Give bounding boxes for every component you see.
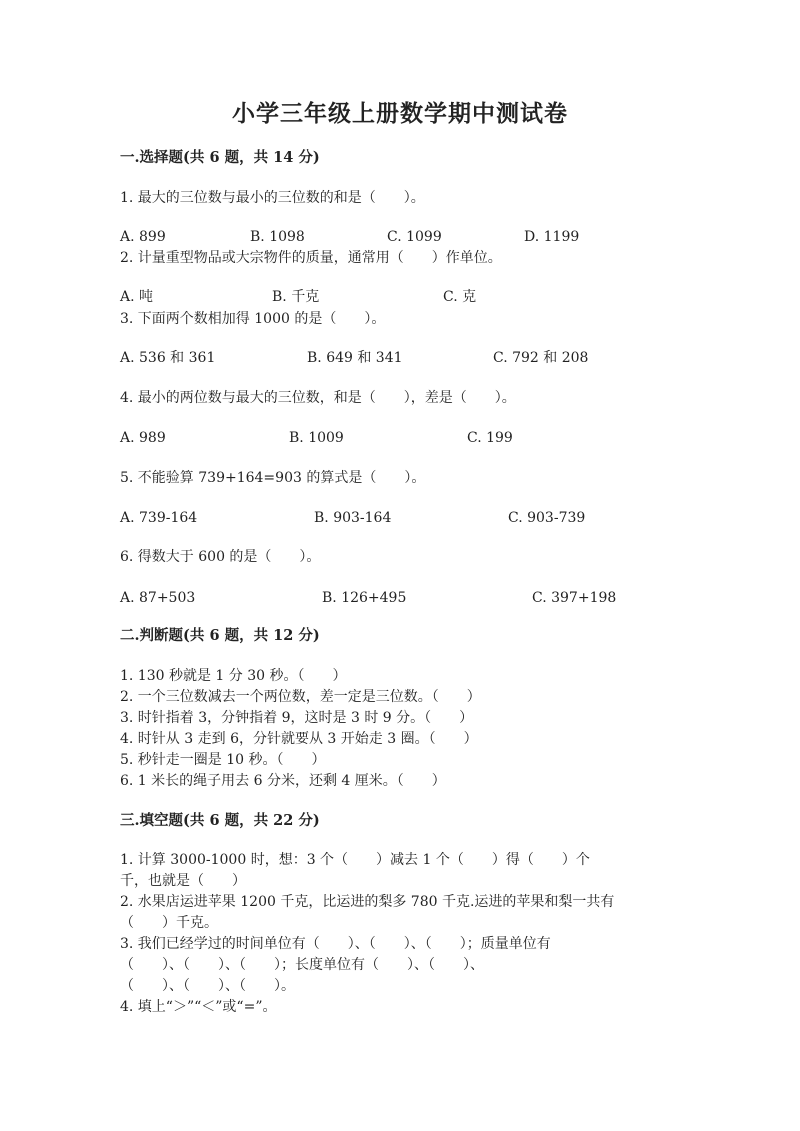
section-heading-true-false: 二.判断题(共 6 题，共 12 分) bbox=[120, 627, 320, 644]
option-c: C. 199 bbox=[467, 430, 513, 446]
option-a: A. 739-164 bbox=[120, 510, 198, 526]
option-d: D. 1199 bbox=[524, 229, 580, 245]
page-title: 小学三年级上册数学期中测试卷 bbox=[232, 100, 568, 127]
option-a: A. 87+503 bbox=[120, 590, 196, 606]
option-b: B. 903-164 bbox=[314, 510, 392, 526]
option-c: C. 903-739 bbox=[508, 510, 586, 526]
option-a: A. 吨 bbox=[120, 289, 154, 305]
option-c: C. 1099 bbox=[387, 229, 442, 245]
option-c: C. 克 bbox=[443, 289, 477, 305]
fill-blank-line: 1. 计算 3000-1000 时，想：3 个（ ）减去 1 个（ ）得（ ）个 bbox=[120, 852, 590, 868]
fill-blank-line: （ ）千克。 bbox=[120, 915, 218, 931]
question-stem: 1. 最大的三位数与最小的三位数的和是（ ）。 bbox=[120, 190, 425, 206]
judgment-item: 2. 一个三位数减去一个两位数，差一定是三位数。（ ） bbox=[120, 689, 481, 705]
fill-blank-line: 3. 我们已经学过的时间单位有（ ）、（ ）、（ ）；质量单位有 bbox=[120, 936, 551, 952]
fill-blank-line: 千，也就是（ ） bbox=[120, 873, 246, 889]
question-stem: 2. 计量重型物品或大宗物件的质量，通常用（ ）作单位。 bbox=[120, 250, 502, 266]
judgment-item: 5. 秒针走一圈是 10 秒。（ ） bbox=[120, 752, 326, 768]
option-a: A. 536 和 361 bbox=[120, 350, 216, 366]
fill-blank-line: 2. 水果店运进苹果 1200 千克，比运进的梨多 780 千克.运进的苹果和梨一共有 bbox=[120, 894, 615, 910]
option-b: B. 1098 bbox=[250, 229, 305, 245]
fill-blank-line: 4. 填上“＞”“＜”或“=”。 bbox=[120, 999, 277, 1015]
option-b: B. 126+495 bbox=[322, 590, 407, 606]
judgment-item: 3. 时针指着 3，分钟指着 9，这时是 3 时 9 分。（ ） bbox=[120, 710, 474, 726]
fill-blank-line: （ ）、（ ）、（ ）。 bbox=[120, 978, 295, 994]
judgment-item: 1. 130 秒就是 1 分 30 秒。（ ） bbox=[120, 668, 347, 684]
option-b: B. 1009 bbox=[289, 430, 344, 446]
judgment-item: 4. 时针从 3 走到 6，分针就要从 3 开始走 3 圈。（ ） bbox=[120, 731, 478, 747]
question-stem: 6. 得数大于 600 的是（ ）。 bbox=[120, 549, 321, 565]
question-stem: 5. 不能验算 739+164=903 的算式是（ ）。 bbox=[120, 470, 426, 486]
fill-blank-line: （ ）、（ ）、（ ）；长度单位有（ ）、（ ）、 bbox=[120, 957, 484, 973]
judgment-item: 6. 1 米长的绳子用去 6 分米，还剩 4 厘米。（ ） bbox=[120, 773, 446, 789]
option-c: C. 397+198 bbox=[532, 590, 617, 606]
option-c: C. 792 和 208 bbox=[493, 350, 589, 366]
question-stem: 3. 下面两个数相加得 1000 的是（ ）。 bbox=[120, 311, 386, 327]
section-heading-choice: 一.选择题(共 6 题，共 14 分) bbox=[120, 149, 320, 166]
option-b: B. 649 和 341 bbox=[307, 350, 403, 366]
option-b: B. 千克 bbox=[272, 289, 320, 305]
question-stem: 4. 最小的两位数与最大的三位数，和是（ ），差是（ ）。 bbox=[120, 390, 516, 406]
section-heading-fill-blank: 三.填空题(共 6 题，共 22 分) bbox=[120, 812, 320, 829]
option-a: A. 899 bbox=[120, 229, 166, 245]
option-a: A. 989 bbox=[120, 430, 166, 446]
